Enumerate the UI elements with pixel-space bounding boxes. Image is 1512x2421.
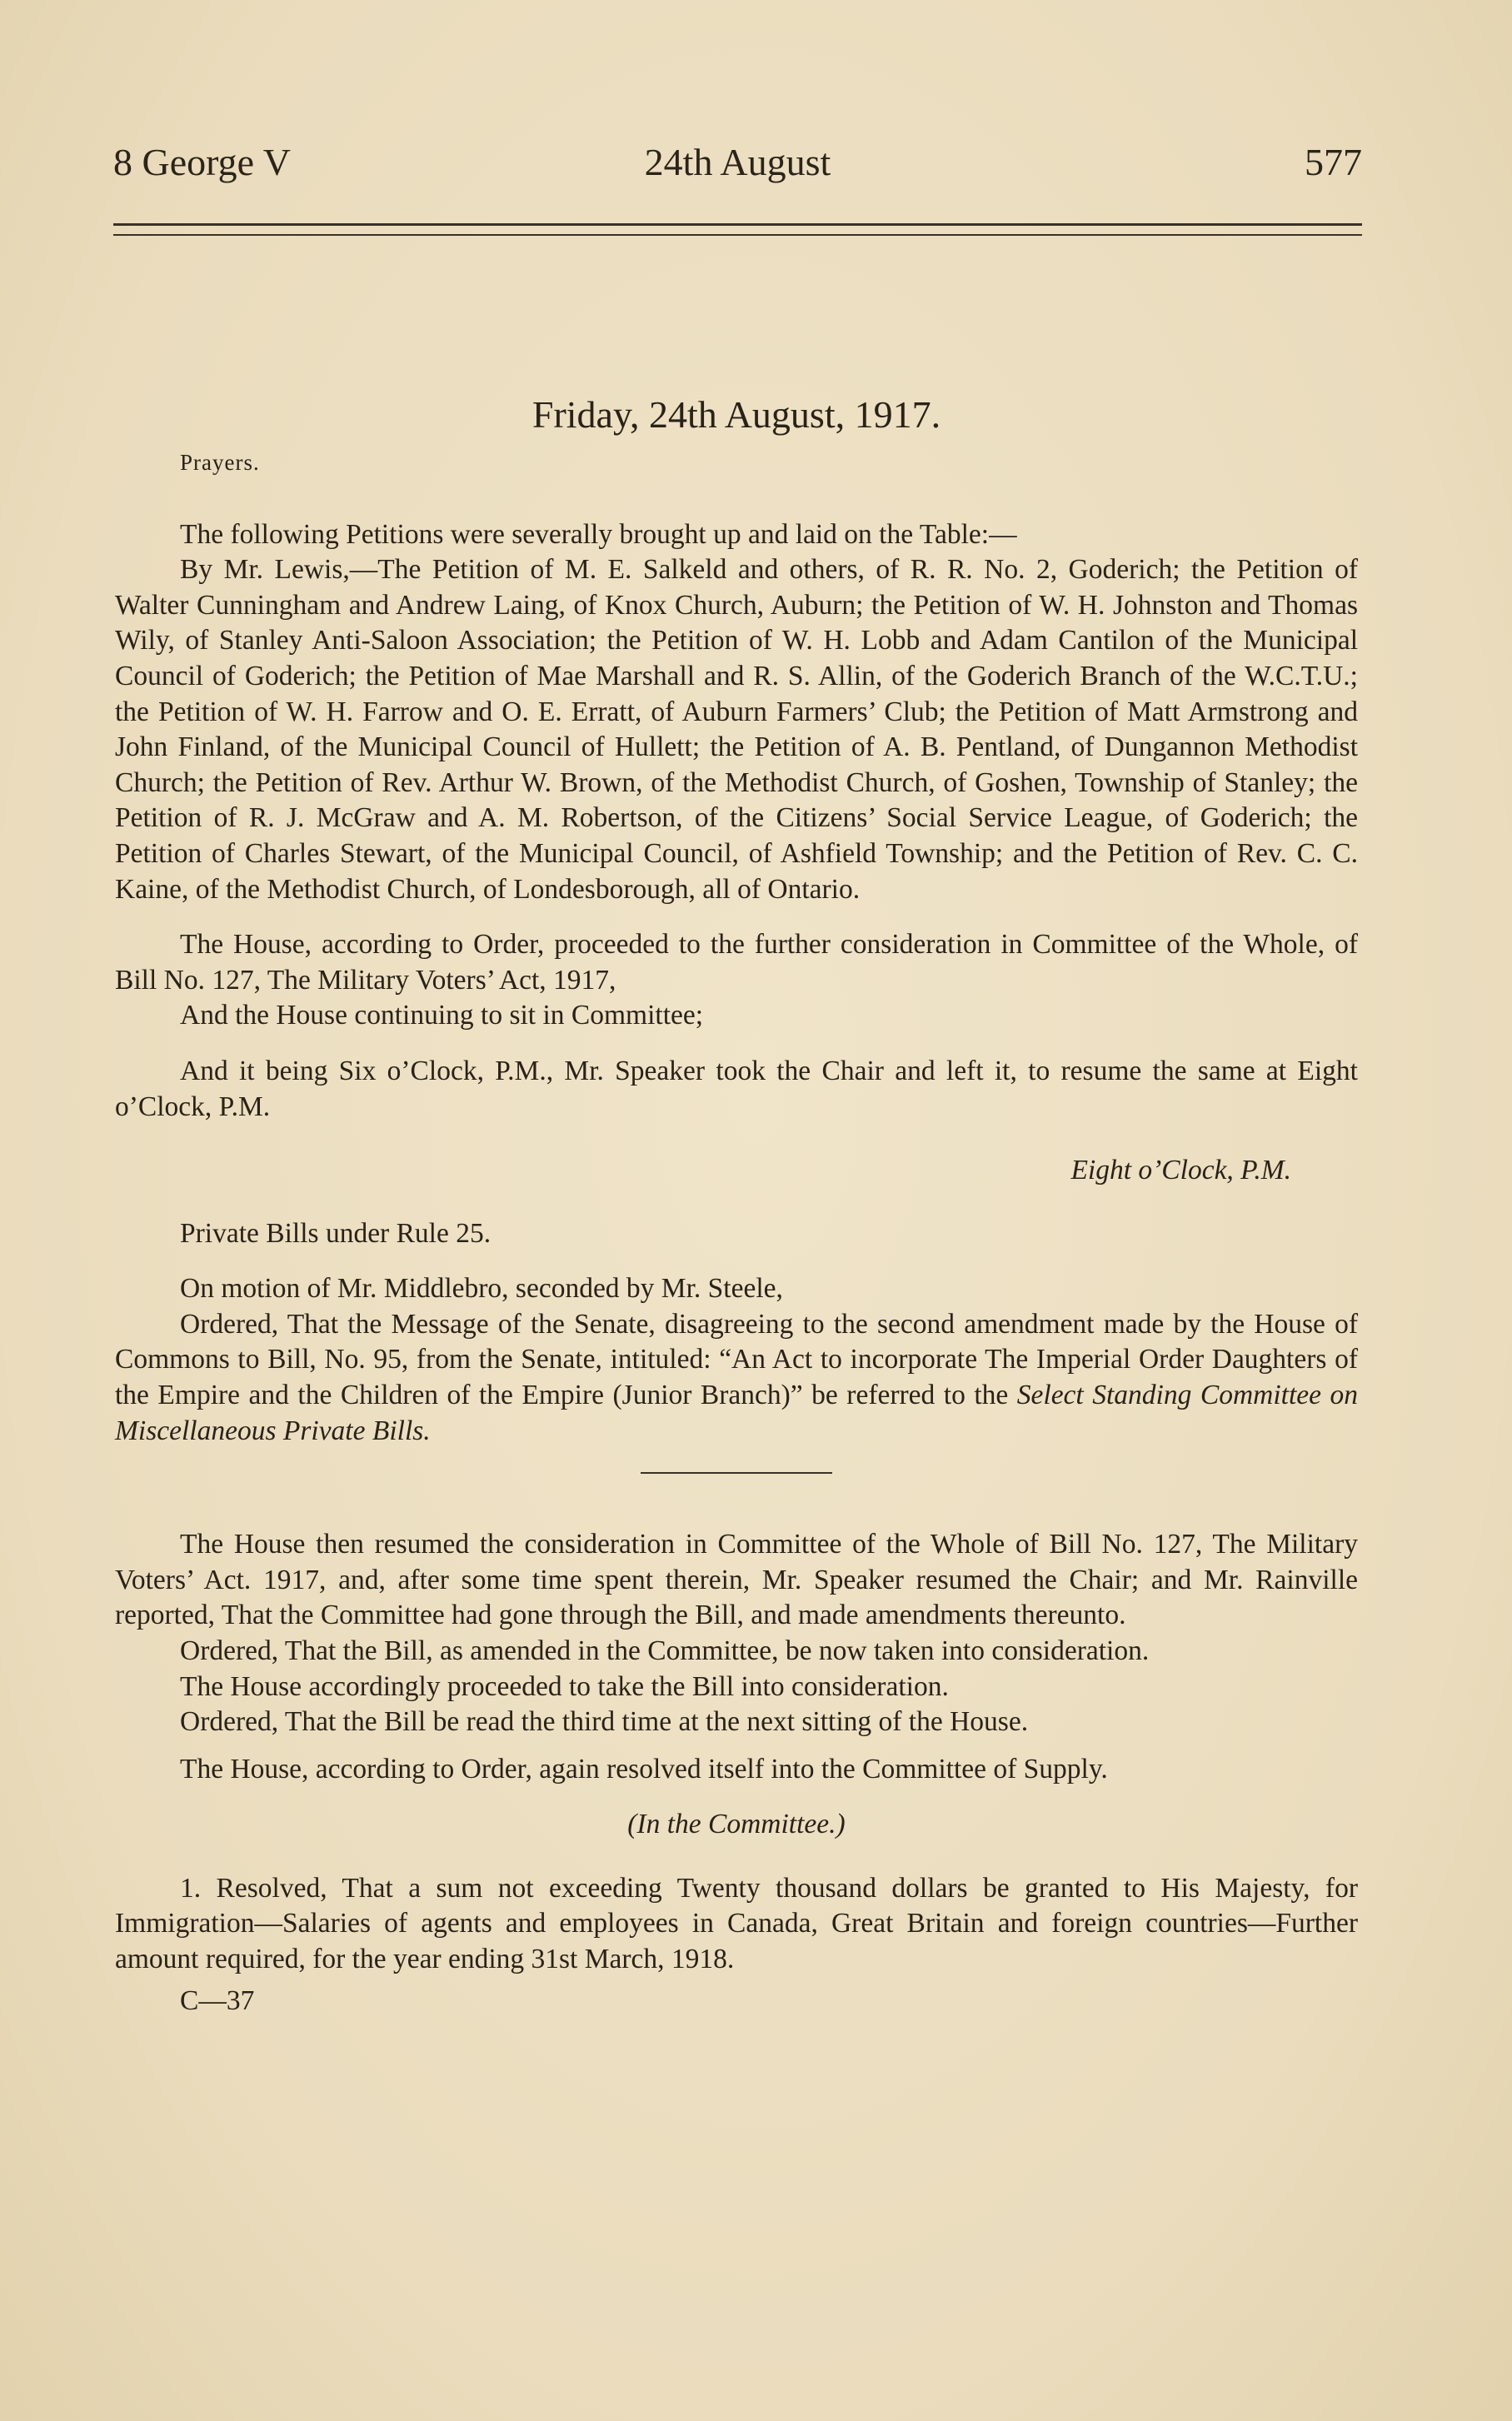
paragraph-six-oclock: And it being Six o’Clock, P.M., Mr. Speaker took the Chair and left it, to resume the same at Eight o’Clock, P.M. <box>115 1055 1358 1122</box>
header-rule <box>113 223 1362 236</box>
paragraph-third-reading: Ordered, That the Bill be read the third time at the next sitting of the House. <box>180 1706 1029 1738</box>
paragraph-proceeded: The House accordingly proceeded to take the Bill into consideration. <box>180 1670 949 1702</box>
senate-message-text: Ordered, That the Message of the Senate, disagreeing to the second amendment made by the House of Commons to Bill, No. 95, from the Senate, intituled: “An Act to incorporate The Imperial Order Daughters of the Empire and the Children of the Empire (Junior Branch)” be referred to the <box>115 1308 1358 1411</box>
committee-name: Select Standing Committee on Miscellaneous Private Bills. <box>115 1380 1358 1446</box>
paragraph-senate-message <box>115 1307 1358 1449</box>
paragraph-committee-supply: The House, according to Order, again resolved itself into the Committee of Supply. <box>180 1753 1108 1785</box>
header-regnal-year: 8 George V <box>113 141 291 183</box>
paragraph-committee-report: The House then resumed the consideration in Committee of the Whole of Bill No. 127, The Military Voters’ Act. 1917, and, after some time spent therein, Mr. Speaker resumed the Chair; and Mr. Rainville reported, That the Committee had gone through the Bill, and made amendments thereunto. <box>115 1529 1358 1631</box>
paragraph-motion: On motion of Mr. Middlebro, seconded by Mr. Steele, <box>180 1273 783 1305</box>
paragraph-continuing: And the House continuing to sit in Committee; <box>180 1000 704 1031</box>
page-body <box>115 392 1358 2019</box>
paragraph-petitions-list: By Mr. Lewis,—The Petition of M. E. Salkeld and others, of R. R. No. 2, Goderich; the Petition of Walter Cunningham and Andrew Laing, of Knox Church, Auburn; the Petition of W. H. Johnston and Thomas Wily, of Stanley Anti-Saloon Association; the Petition of W. H. Lobb and Adam Cantilon of the Municipal Council of Goderich; the Petition of Mae Marshall and R. S. Allin, of the Goderich Branch of the W.C.T.U.; the Petition of W. H. Farrow and O. E. Erratt, of Auburn Farmers’ Club; the Petition of Matt Armstrong and John Finland, of the Municipal Council of Hullett; the Petition of A. B. Pentland, of Dungannon Methodist Church; the Petition of Rev. Arthur W. Brown, of the Methodist Church, of Goshen, Township of Stanley; the Petition of R. J. McGraw and A. M. Robertson, of the Citizens’ Social Service League, of Goderich; the Petition of Charles Stewart, of the Municipal Council, of Ashfield Township; and the Petition of Rev. C. C. Kaine, of the Methodist Church, of Londesborough, all of Ontario. <box>115 554 1358 905</box>
page-title: Friday, 24th August, 1917. <box>531 393 941 436</box>
header-date: 24th August <box>644 141 831 183</box>
page-header <box>113 140 1362 198</box>
page-number: 577 <box>1305 141 1362 183</box>
in-committee-heading: (In the Committee.) <box>627 1809 846 1840</box>
paragraph-petitions-intro: The following Petitions were severally brought up and laid on the Table:— <box>180 518 1017 550</box>
paragraph-private-bills: Private Bills under Rule 25. <box>180 1217 492 1249</box>
paragraph-resolution-1: 1. Resolved, That a sum not exceeding Twenty thousand dollars be granted to His Majesty, for Immigration—Salaries of agents and employees in Canada, Great Britain and foreign countries—Further amount required, for the year ending 31st March, 1918. <box>115 1872 1358 1974</box>
paragraph-ordered-consideration: Ordered, That the Bill, as amended in the Committee, be now taken into consideration. <box>180 1635 1150 1667</box>
eight-oclock-note: Eight o’Clock, P.M. <box>1070 1154 1291 1186</box>
signature-mark: C—37 <box>180 1985 255 2017</box>
paragraph-bill-127: The House, according to Order, proceeded to the further consideration in Committee of the Whole, of Bill No. 127, The Military Voters’ Act, 1917, <box>115 929 1358 996</box>
section-divider <box>641 1472 832 1474</box>
prayers-heading: Prayers. <box>180 450 260 475</box>
